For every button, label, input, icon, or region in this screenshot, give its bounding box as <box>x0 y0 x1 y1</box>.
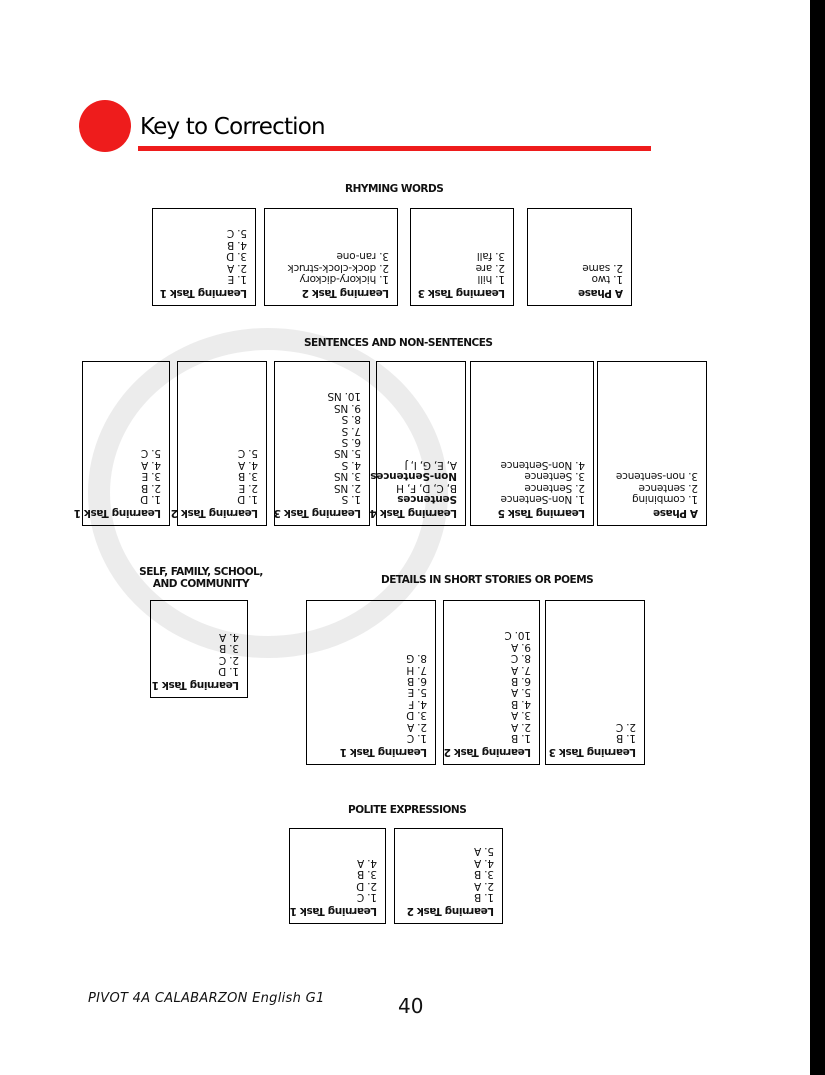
answer-line: 7. A <box>511 663 531 676</box>
answer-line: 5. C <box>141 447 161 460</box>
answer-line: 4. S <box>341 458 361 471</box>
answer-line: 2. A <box>227 261 247 274</box>
answer-line: 3. A <box>511 709 531 722</box>
answer-line: 2. A <box>474 879 494 892</box>
rhyming-learning-task-1-box <box>152 208 256 306</box>
answer-line: 5. A <box>474 845 494 858</box>
sentences-learning-task-2-box <box>171 361 267 526</box>
answer-line: 9. NS <box>334 401 361 414</box>
answer-line: 2. C <box>219 653 239 666</box>
section-title-community <box>138 566 264 590</box>
answer-line: 4. Non-Sentence <box>500 458 585 471</box>
answer-line: Non-Sentences <box>370 470 457 483</box>
community-learning-task-1-box <box>150 600 248 698</box>
answer-line: 2. A <box>407 720 427 733</box>
answer-line: 1. S <box>341 493 361 505</box>
box-title: Learning Task 1 <box>160 287 247 299</box>
answer-line: 1. B <box>511 732 531 744</box>
answer-line: 3. Sentence <box>524 470 585 483</box>
box-title: Learning Task 3 <box>549 746 636 758</box>
answer-line: 1. D <box>218 665 239 677</box>
box-title: A Phase <box>653 507 698 519</box>
footer-module-label: PIVOT 4A CALABARZON English G1 <box>88 991 325 1006</box>
answer-line: 3. E <box>141 470 161 483</box>
answer-line: 2. B <box>141 481 161 494</box>
answer-line: 2. NS <box>334 481 361 494</box>
answer-line: 4. A <box>219 630 239 643</box>
answer-line: 2. E <box>238 481 258 494</box>
answer-line: 2. dock-clock-struck <box>287 261 389 274</box>
answer-line: 3. fall <box>477 250 505 263</box>
sentences-learning-task-1-box <box>74 361 170 526</box>
section-title-community-line1: SELF, FAMILY, SCHOOL, <box>139 566 263 578</box>
answer-line: 3. non-sentence <box>616 470 698 483</box>
answer-line: 2. A <box>511 720 531 733</box>
polite-learning-task-1-box <box>289 828 386 924</box>
section-title-community-line2: AND COMMUNITY <box>152 578 250 590</box>
rhyming-learning-task-2-box <box>264 208 398 306</box>
box-title: Learning Task 2 <box>444 746 531 758</box>
answer-line: 4. F <box>408 697 427 710</box>
answer-line: 8. C <box>511 652 531 665</box>
answer-line: 1. B <box>474 891 494 903</box>
answer-line: 10. NS <box>327 390 361 403</box>
answer-line: 6. B <box>511 674 531 687</box>
answer-line: 4. A <box>238 458 258 471</box>
answer-line: 1. B <box>616 732 636 744</box>
answer-line: 3. B <box>219 642 239 655</box>
answer-line: 3. D <box>406 709 427 722</box>
section-title-details: DETAILS IN SHORT STORIES OR POEMS <box>381 574 594 586</box>
box-title: Learning Task 2 <box>407 905 494 917</box>
answer-line: 3. NS <box>334 470 361 483</box>
box-title: Learning Task 3 <box>274 507 361 519</box>
answer-line: 8. S <box>341 413 361 426</box>
section-title-rhyming: RHYMING WORDS <box>345 183 444 195</box>
answer-line: 4. B <box>511 697 531 710</box>
box-title: Learning Task 4 <box>370 507 457 519</box>
box-title: Learning Task 2 <box>302 287 389 299</box>
answer-line: 5. C <box>227 227 247 240</box>
page-title: Key to Correction <box>140 114 325 140</box>
answer-line: 6. S <box>341 435 361 448</box>
box-title: Learning Task 1 <box>290 905 377 917</box>
answer-line: 4. A <box>474 856 494 869</box>
details-learning-task-2-box <box>443 600 540 765</box>
answer-line: B, C, D, F, H <box>396 481 457 494</box>
answer-line: 1. combining <box>632 493 698 505</box>
sentences-learning-task-3-box <box>274 361 370 526</box>
box-title: Learning Task 5 <box>498 507 585 519</box>
answer-line: 5. A <box>511 686 531 699</box>
answer-line: 2. same <box>582 261 623 274</box>
polite-learning-task-2-box <box>394 828 503 924</box>
title-underline <box>138 146 651 151</box>
sentences-learning-task-5-box <box>470 361 594 526</box>
answer-line: 1. D <box>237 493 258 505</box>
answer-line: 8. G <box>406 652 427 665</box>
rhyming-learning-task-3-box <box>410 208 514 306</box>
answer-line: 7. S <box>341 424 361 437</box>
box-title: A Phase <box>578 287 623 299</box>
answer-line: Sentences <box>397 493 457 505</box>
details-learning-task-3-box <box>545 600 645 765</box>
answer-line: 5. E <box>407 686 427 699</box>
header-circle-icon <box>79 100 131 152</box>
answer-line: 1. two <box>591 273 623 285</box>
section-title-polite: POLITE EXPRESSIONS <box>348 804 467 816</box>
answer-line: 10. C <box>504 629 531 642</box>
answer-line: 5. NS <box>334 447 361 460</box>
answer-line: 1. E <box>227 273 247 285</box>
answer-line: 3. D <box>226 250 247 263</box>
answer-line: 2. C <box>616 720 636 733</box>
box-title: Learning Task 3 <box>418 287 505 299</box>
answer-line: 4. B <box>227 238 247 251</box>
sentences-learning-task-4-box <box>370 361 466 526</box>
answer-line: 2. are <box>475 261 505 274</box>
answer-line: 3. B <box>238 470 258 483</box>
answer-line: 2. sentence <box>638 481 698 494</box>
answer-line: 2. D <box>356 879 377 892</box>
answer-line: 2. Sentence <box>524 481 585 494</box>
answer-line: 1. C <box>407 732 427 744</box>
sentences-a-phase-box <box>597 361 707 526</box>
answer-line: 3. B <box>357 868 377 881</box>
details-learning-task-1-box <box>306 600 436 765</box>
box-title: Learning Task 1 <box>340 746 427 758</box>
answer-line: A, E, G, I, J <box>404 458 457 471</box>
answer-line: 6. B <box>407 674 427 687</box>
answer-line: 1. hill <box>477 273 505 285</box>
answer-line: 1. D <box>140 493 161 505</box>
answer-line: 1. hickory-dickory <box>299 273 389 285</box>
answer-line: 1. C <box>357 891 377 903</box>
answer-line: 3. ran-one <box>336 250 389 263</box>
answer-line: 4. A <box>357 856 377 869</box>
section-title-sentences: SENTENCES AND NON-SENTENCES <box>304 337 493 349</box>
box-title: Learning Task 1 <box>74 507 161 519</box>
answer-line: 9. A <box>511 640 531 653</box>
answer-line: 7. H <box>406 663 427 676</box>
page-edge-bar <box>810 0 825 1075</box>
page-number: 40 <box>398 994 424 1018</box>
answer-line: 3. B <box>474 868 494 881</box>
rhyming-a-phase-box <box>527 208 632 306</box>
answer-line: 4. A <box>141 458 161 471</box>
answer-line: 5. C <box>238 447 258 460</box>
box-title: Learning Task 2 <box>171 507 258 519</box>
answer-line: 1. Non-Sentence <box>500 493 585 505</box>
box-title: Learning Task 1 <box>152 679 239 691</box>
